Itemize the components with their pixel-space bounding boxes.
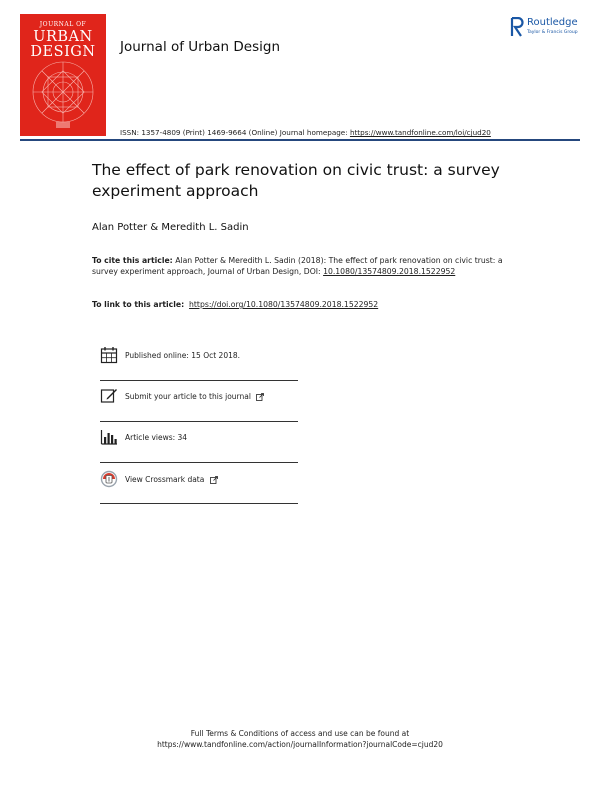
meta-divider <box>100 462 298 463</box>
publisher-tagline: Taylor & Francis Group <box>527 30 578 35</box>
external-link-icon <box>256 393 264 401</box>
issn-text: ISSN: 1357-4809 (Print) 1469-9664 (Online) Journal homepage: <box>120 128 350 137</box>
views-row <box>100 428 298 458</box>
article-title: The effect of park renovation on civic trust: a survey experiment approach <box>92 161 500 200</box>
submit-row[interactable] <box>100 387 298 417</box>
footer-terms-text: Full Terms & Conditions of access and use can be found at <box>190 729 410 738</box>
cover-title-design: DESIGN <box>30 44 96 60</box>
meta-divider <box>100 380 298 381</box>
meta-divider <box>100 503 298 504</box>
external-link-icon <box>210 476 218 484</box>
cover-title-urban: URBAN <box>33 29 93 45</box>
meta-divider <box>100 421 298 422</box>
bar-chart-icon <box>100 428 118 446</box>
citation-block <box>92 255 512 277</box>
article-doi-link[interactable]: https://doi.org/10.1080/13574809.2018.1522952 <box>189 300 379 309</box>
crossmark-link[interactable] <box>125 475 218 484</box>
routledge-r-icon <box>510 17 524 37</box>
submit-article-text: Submit your article to this journal <box>125 392 251 401</box>
article-views: Article views: 34 <box>125 433 188 442</box>
journal-homepage-link[interactable]: https://www.tandfonline.com/loi/cjud20 <box>349 128 491 137</box>
article-link-block <box>92 299 378 310</box>
submit-article-link[interactable] <box>125 392 264 401</box>
link-label: To link to this article: <box>92 300 185 309</box>
calendar-icon <box>100 346 118 364</box>
crossmark-row[interactable] <box>100 470 298 500</box>
citation-text: Alan Potter & Meredith L. Sadin (2018): The effect of park renovation on civic trust: a survey experiment approach, Journal of Urban Design, DOI: <box>92 256 503 276</box>
crossmark-icon <box>100 470 118 488</box>
publisher-logo <box>510 17 588 41</box>
footer-terms-url[interactable]: https://www.tandfonline.com/action/journalInformation?journalCode=cjud20 <box>157 740 443 749</box>
citation-doi-link[interactable]: 10.1080/13574809.2018.1522952 <box>323 267 456 276</box>
header-divider <box>20 139 580 141</box>
cover-journal-of: JOURNAL OF <box>39 21 87 28</box>
journal-cover <box>20 14 106 136</box>
article-authors: Alan Potter & Meredith L. Sadin <box>92 222 249 233</box>
crossmark-text: View Crossmark data <box>125 475 205 484</box>
publisher-name: Routledge <box>527 17 578 28</box>
citation-label: To cite this article: <box>92 256 173 265</box>
journal-title: Journal of Urban Design <box>120 39 281 55</box>
footer <box>100 728 500 750</box>
edit-icon <box>100 387 118 405</box>
published-row <box>100 346 298 376</box>
published-date: Published online: 15 Oct 2018. <box>125 351 241 360</box>
issn-line <box>120 128 491 137</box>
